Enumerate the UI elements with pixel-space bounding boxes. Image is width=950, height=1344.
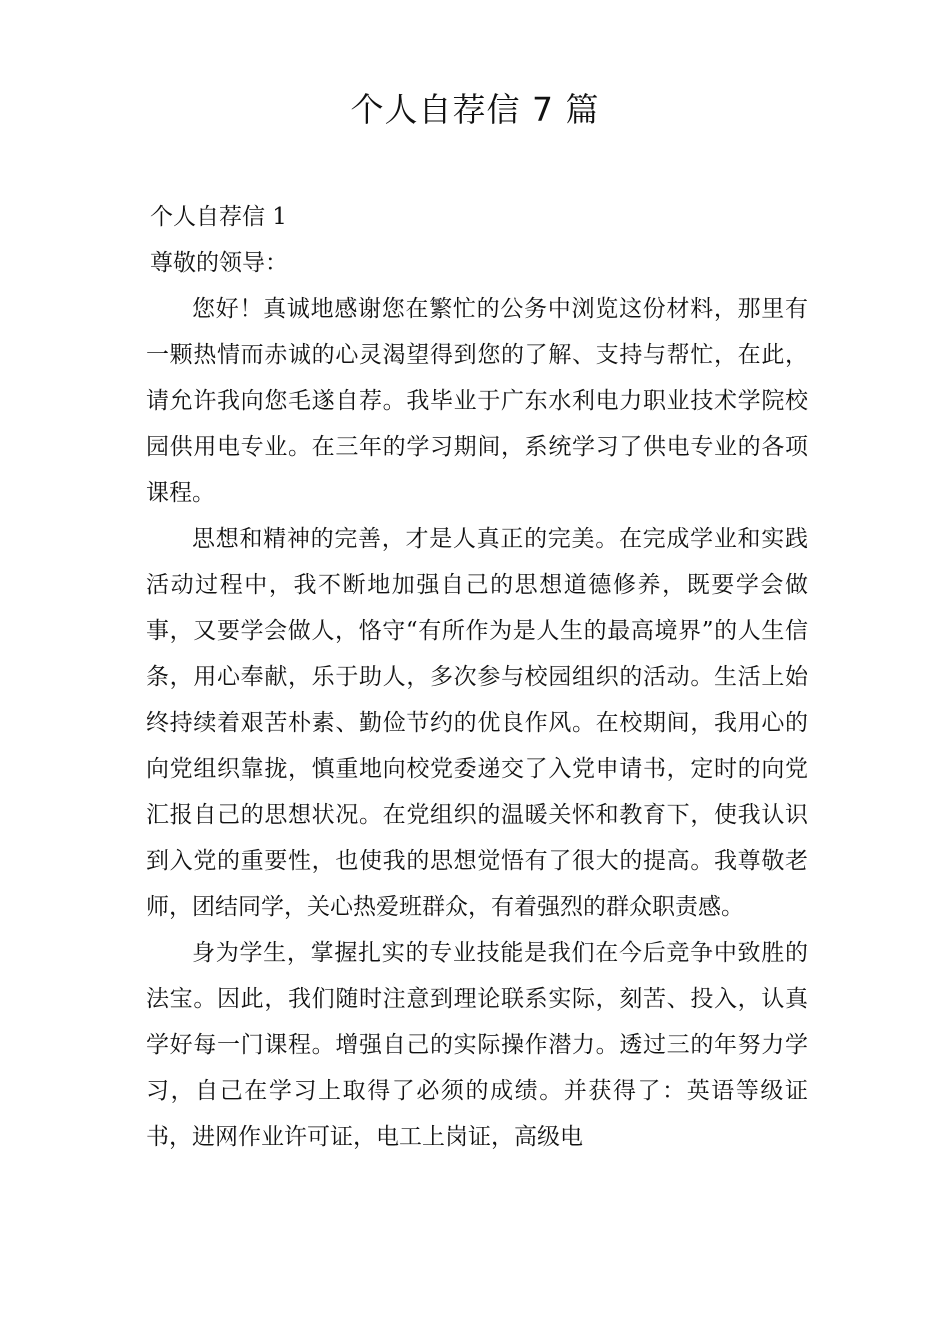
document-title: 个人自荐信 7 篇	[350, 90, 600, 129]
letter-subheading: 个人自荐信 1	[150, 204, 287, 230]
letter-body	[146, 194, 808, 1160]
paragraph-3: 身为学生，掌握扎实的专业技能是我们在今后竞争中致胜的法宝。因此，我们随时注意到理论联系实际，刻苦、投入，认真学好每一门课程。增强自己的实际操作潜力。透过三的年努力学习，自己在学习上取得了必须的成绩。并获得了：英语等级证书，进网作业许可证，电工上岗证，高级电	[146, 940, 808, 1150]
paragraph-1: 您好！真诚地感谢您在繁忙的公务中浏览这份材料，那里有一颗热情而赤诚的心灵渴望得到您的了解、支持与帮忙，在此，请允许我向您毛遂自荐。我毕业于广东水利电力职业技术学院校园供用电专业。在三年的学习期间，系统学习了供电专业的各项课程。	[146, 296, 808, 506]
letter-salutation: 尊敬的领导：	[150, 250, 288, 276]
paragraph-2: 思想和精神的完善，才是人真正的完美。在完成学业和实践活动过程中，我不断地加强自己的思想道德修养，既要学会做事，又要学会做人，恪守“有所作为是人生的最高境界”的人生信条，用心奉献，乐于助人，多次参与校园组织的活动。生活上始终持续着艰苦朴素、勤俭节约的优良作风。在校期间，我用心的向党组织靠拢，慎重地向校党委递交了入党申请书，定时的向党汇报自己的思想状况。在党组织的温暖关怀和教育下，使我认识到入党的重要性，也使我的思想觉悟有了很大的提高。我尊敬老师，团结同学，关心热爱班群众，有着强烈的群众职责感。	[146, 526, 808, 920]
